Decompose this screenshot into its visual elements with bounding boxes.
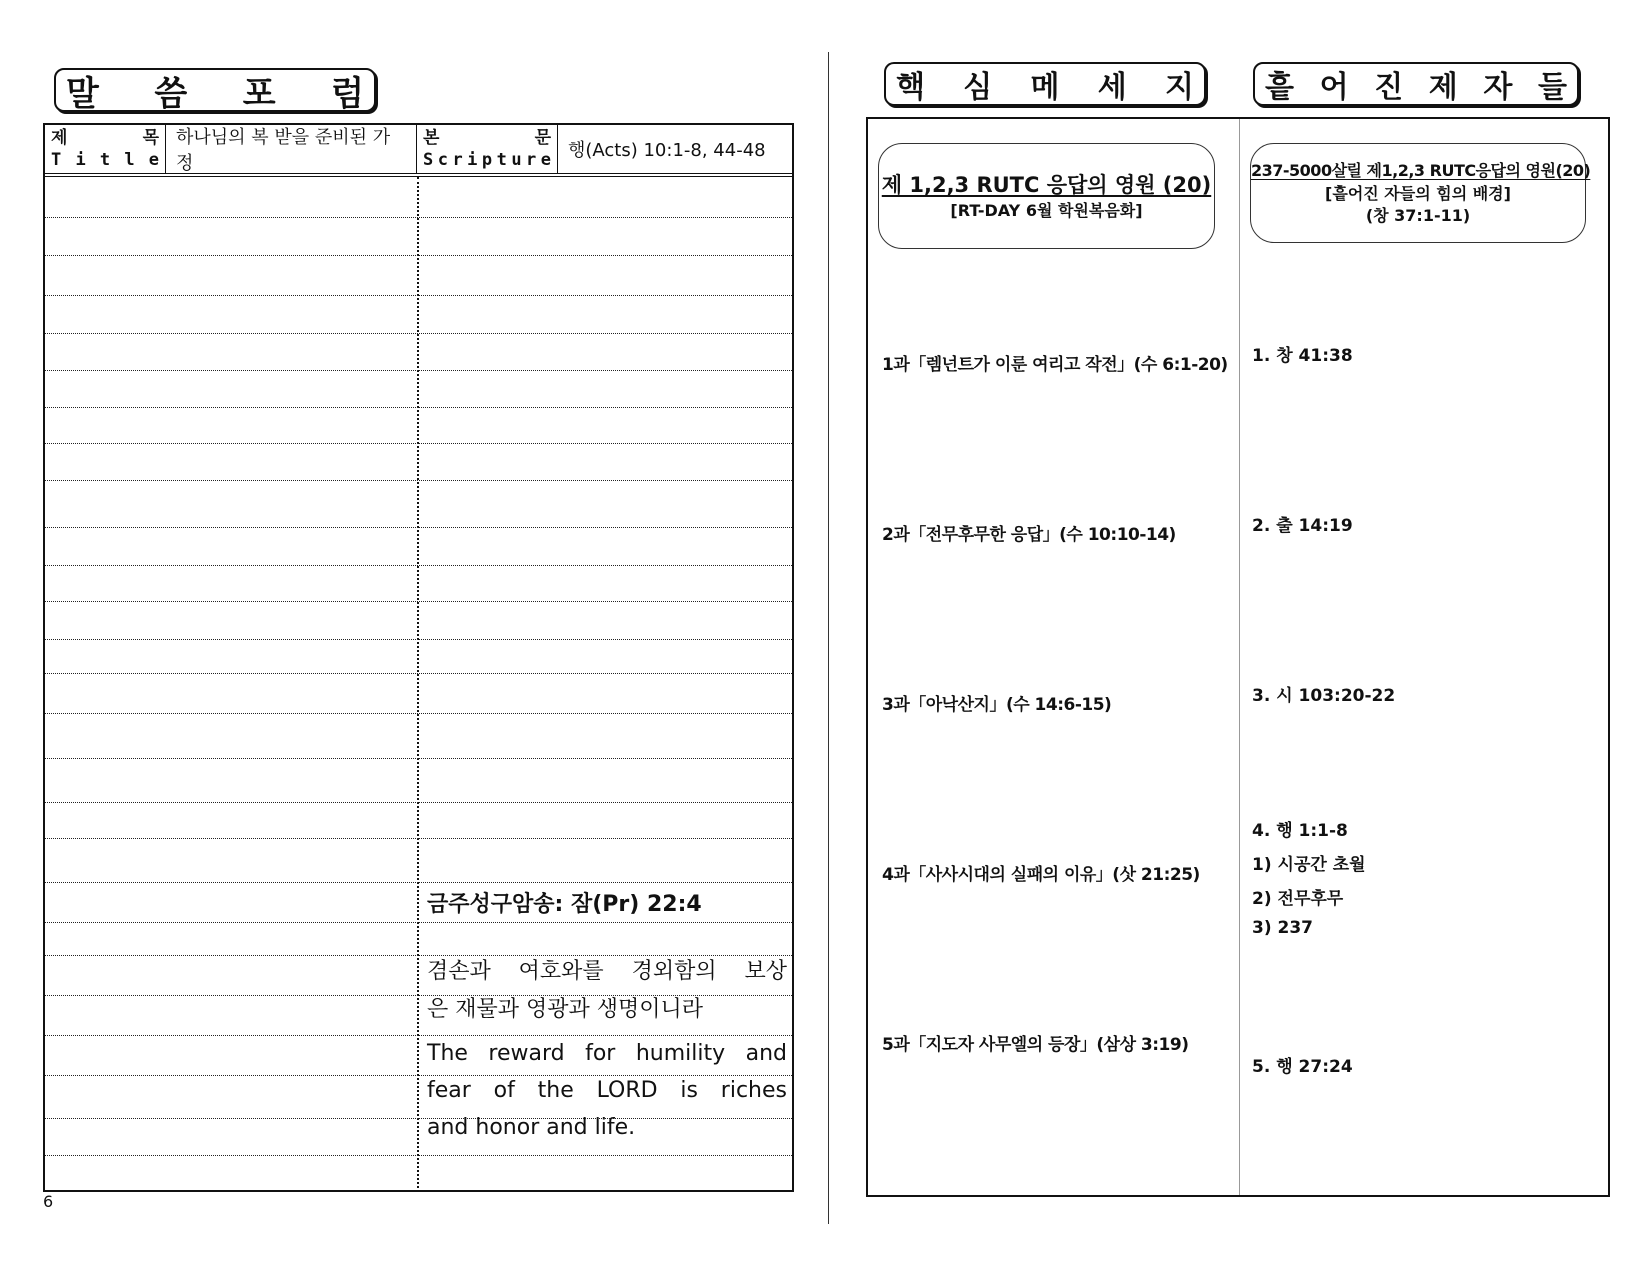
memory-verse-english-line: and honor and life. (427, 1115, 636, 1140)
heading-char: 흩 (1265, 70, 1294, 105)
lesson-item: 2과「전무후무한 응답」(수 10:10-14) (882, 525, 1176, 545)
title-label (45, 125, 166, 173)
heading-char: 심 (963, 70, 993, 105)
page-number: 6 (43, 1192, 54, 1211)
scripture-label-en-char: r (526, 150, 537, 170)
lesson-item: 3과「아낙산지」(수 14:6-15) (882, 695, 1112, 715)
note-line (45, 922, 792, 923)
scripture-label-en-char: S (423, 150, 434, 170)
note-line (45, 882, 792, 883)
note-line (45, 217, 792, 218)
note-line (45, 333, 792, 334)
core-message-bubble (878, 143, 1215, 249)
lesson-item: 5과「지도자 사무엘의 등장」(삼상 3:19) (882, 1035, 1189, 1055)
title-label-en-char: i (75, 150, 86, 170)
scripture-label-kr-char: 문 (534, 128, 551, 148)
heading-char: 자 (1483, 70, 1513, 105)
core-message-column-divider (1239, 119, 1240, 1195)
scripture-label-en-char: u (511, 150, 522, 170)
heading-char: 씀 (154, 73, 188, 114)
heading-char: 지 (1165, 70, 1194, 105)
sermon-notes-table (43, 123, 794, 1192)
note-line (45, 255, 792, 256)
note-line (45, 443, 792, 444)
title-label-kr-char: 목 (142, 128, 159, 148)
scripture-label-en-char: p (481, 150, 493, 170)
scattered-disciples-bubble-title: 237-5000살릴 제1,2,3 RUTC응답의 영원(20) (1251, 161, 1591, 180)
spread-divider (828, 52, 829, 1224)
verse-reference: 1. 창 41:38 (1252, 346, 1353, 366)
scripture-label (417, 125, 558, 173)
verse-reference: 2. 출 14:19 (1252, 516, 1353, 536)
title-label-en-char: T (51, 150, 62, 170)
sermon-title: 하나님의 복 받을 준비된 가정 (166, 125, 417, 173)
core-message-heading (884, 62, 1206, 106)
note-line (45, 565, 792, 566)
title-label-en-char: e (148, 150, 159, 170)
note-line (45, 838, 792, 839)
title-label-kr-char: 제 (51, 128, 68, 148)
core-message-table (866, 117, 1610, 1197)
scattered-disciples-bubble (1250, 143, 1591, 243)
heading-char: 말 (66, 73, 99, 114)
note-line (45, 370, 792, 371)
verse-point: 3) 237 (1252, 918, 1314, 938)
notes-column-divider (417, 177, 419, 1192)
title-label-en-char: l (124, 150, 135, 170)
note-line (45, 802, 792, 803)
scattered-disciples-bubble-subtitle: [흩어진 자들의 힘의 배경] (1325, 184, 1511, 203)
heading-char: 어 (1319, 70, 1349, 105)
heading-char: 럼 (331, 73, 364, 114)
note-line (45, 1155, 792, 1156)
lesson-item: 1과「렘넌트가 이룬 여리고 작전」(수 6:1-20) (882, 355, 1228, 375)
note-line (45, 407, 792, 408)
verse-reference: 4. 행 1:1-8 (1252, 821, 1348, 841)
title-label-en-char: t (99, 150, 111, 170)
scattered-disciples-heading (1253, 62, 1579, 106)
scripture-label-en-char: e (540, 150, 551, 170)
core-message-bubble-subtitle: [RT-DAY 6월 학원복음화] (950, 201, 1143, 220)
note-line (45, 527, 792, 528)
scripture-reference: 행(Acts) 10:1-8, 44-48 (568, 140, 766, 161)
word-forum-heading (54, 68, 376, 112)
note-line (45, 673, 792, 674)
heading-char: 세 (1097, 70, 1127, 105)
heading-char: 제 (1428, 70, 1458, 105)
note-line (45, 480, 792, 481)
verse-reference: 3. 시 103:20-22 (1252, 686, 1396, 706)
memory-verse-korean-line: 겸손과 여호와를 경외함의 보상 (427, 959, 787, 984)
memory-verse-english-line: fear of the LORD is riches (427, 1078, 787, 1103)
note-line (45, 639, 792, 640)
scattered-disciples-bubble-reference: (창 37:1-11) (1365, 206, 1471, 225)
core-message-bubble-title: 제 1,2,3 RUTC 응답의 영원 (20) (881, 173, 1212, 197)
note-line (45, 713, 792, 714)
heading-char: 포 (242, 73, 276, 114)
sermon-header-row (45, 125, 792, 177)
scripture-label-en-char: r (452, 150, 463, 170)
heading-char: 메 (1030, 70, 1060, 105)
scripture-label-en-char: t (496, 150, 507, 170)
heading-char: 들 (1537, 70, 1567, 105)
scripture-label-en-char: c (437, 150, 448, 170)
verse-point: 1) 시공간 초월 (1252, 855, 1366, 875)
heading-char: 진 (1374, 70, 1404, 105)
heading-char: 핵 (896, 70, 925, 105)
verse-point: 2) 전무후무 (1252, 889, 1344, 909)
note-line (45, 758, 792, 759)
memory-verse-korean-line: 은 재물과 영광과 생명이니라 (427, 997, 704, 1022)
lesson-item: 4과「사사시대의 실패의 이유」(삿 21:25) (882, 865, 1200, 885)
memory-verse-title: 금주성구암송: 잠(Pr) 22:4 (427, 892, 702, 917)
note-line (45, 295, 792, 296)
scripture-label-en-char: i (467, 150, 478, 170)
verse-reference: 5. 행 27:24 (1252, 1057, 1353, 1077)
scripture-label-kr-char: 본 (423, 128, 440, 148)
memory-verse-english-line: The reward for humility and (427, 1041, 787, 1066)
note-line (45, 601, 792, 602)
